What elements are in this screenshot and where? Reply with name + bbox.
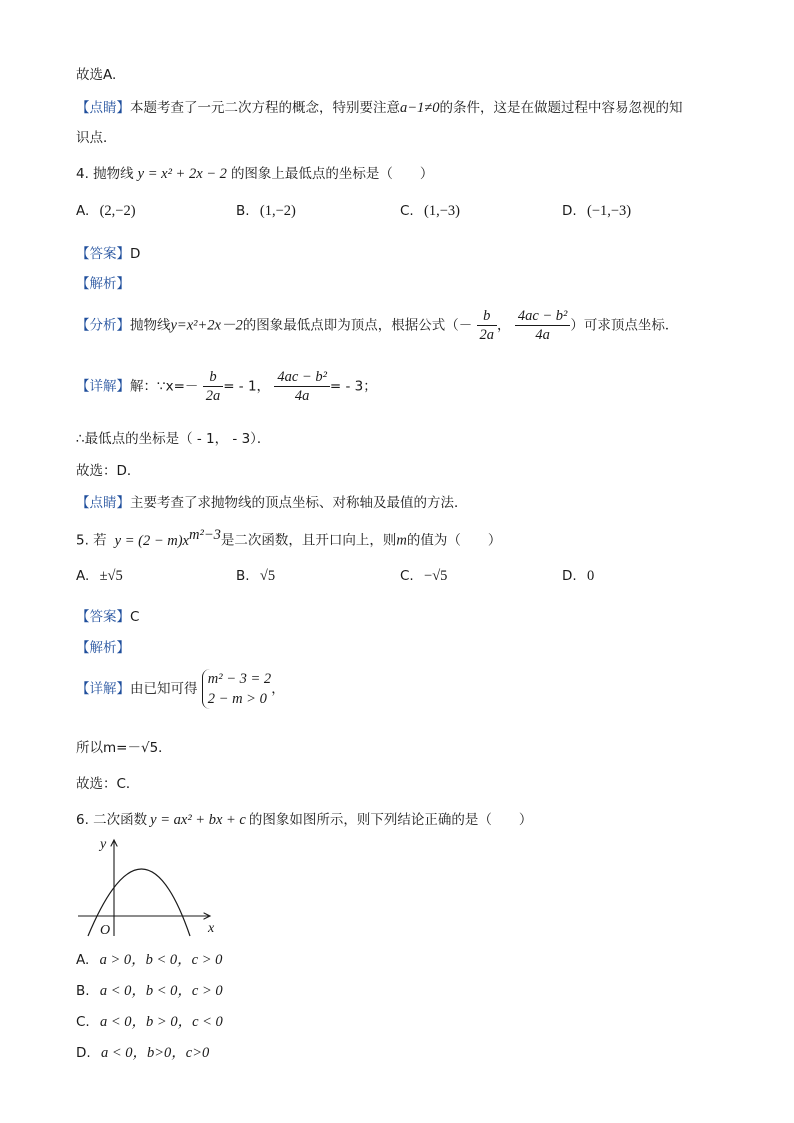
q6-option-c: C. a < 0，b > 0，c < 0 [76,1014,223,1030]
q5-option-b: B. √5 [236,568,276,584]
prev-dianjing: 【点睛】本题考查了一元二次方程的概念，特别要注意a−1≠0的条件，这是在做题过程中容易忽视的知 [76,100,683,116]
q4-jiexi-tag: 【解析】 [76,276,130,292]
q4-xiangjie: 【详解】解：∵x=－ $\frac{b}{2a}$ = - 1， $\frac{\text{4ac − b²}}{4a}$ = - 3； [76,369,377,404]
q5-choose: 故选：C． [76,776,140,792]
q4-therefore: ∴最低点的坐标是（ - 1， - 3）． [76,431,271,447]
q6-stem: 6. 二次函数 y = ax² + bx + c 的图象如图所示，则下列结论正确的是（ ） [76,812,533,828]
q4-option-b: B. (1,−2) [236,203,296,219]
q4-option-c: C. (1,−3) [400,203,460,219]
q5-so: 所以m=－√5． [76,740,172,756]
equation-system: m² − 3 = 2 2 − m > 0 [202,669,271,709]
x-axis-label: x [208,921,215,936]
fraction-vertex-y: $\frac{\text{4ac − b²}}{4a}$ [515,307,571,344]
y-axis-label: y [100,837,107,852]
dianjing-tag: 【点睛】 [76,100,130,116]
q4-dianjing: 【点睛】主要考查了求抛物线的顶点坐标、对称轴及最值的方法． [76,495,468,511]
fraction-b-over-2a: $\frac{b}{2a}$ [477,307,498,344]
q5-stem: 5. 若 $y = (2 - m)x^{m^2-3}$是二次函数，且开口向上，则m的值为（ ） [76,527,502,549]
q6-option-b: B. a < 0，b < 0，c > 0 [76,983,223,999]
q4-answer: 【答案】D [76,246,141,262]
q5-jiexi-tag: 【解析】 [76,640,130,656]
q6-option-a: A. a > 0，b < 0，c > 0 [76,952,223,968]
q4-stem: 4. 抛物线 y = x² + 2x − 2 的图象上最低点的坐标是（ ） [76,166,434,182]
q4-fenxi: 【分析】抛物线y=x²+2x－2的图象最低点即为顶点，根据公式（－ $\frac{b}{2a}$ ， $\frac{\text{4ac − b²}}{4a}$ ）可求顶点坐标． [76,308,679,343]
prev-dianjing-cont: 识点． [76,130,117,146]
q6-option-d: D. a < 0，b>0，c>0 [76,1045,210,1061]
q5-option-d: D. 0 [562,568,595,584]
origin-label: O [100,923,111,938]
q4-option-d: D. (−1,−3) [562,203,632,219]
q5-xiangjie: 【详解】由已知可得 m² − 3 = 2 2 − m > 0 ， [76,671,285,707]
q5-answer: 【答案】C [76,609,140,625]
q4-option-a: A. (2,−2) [76,203,136,219]
prev-choice: 故选A. [76,67,117,83]
q5-option-c: C. −√5 [400,568,448,584]
q5-option-a: A. ±√5 [76,568,123,584]
q4-choose: 故选：D． [76,463,141,479]
parabola-graph [76,832,226,942]
